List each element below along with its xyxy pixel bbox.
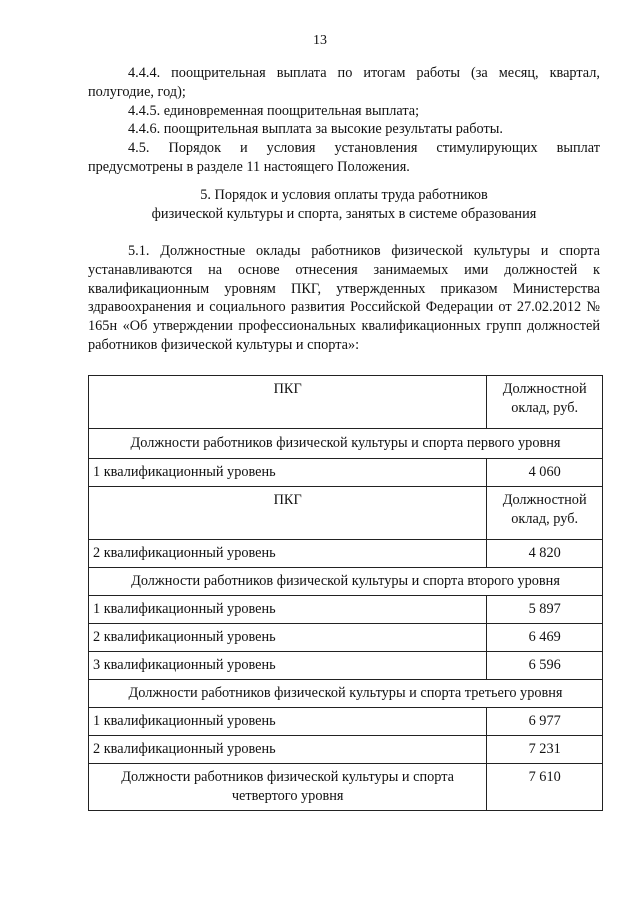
level-name: 1 квалификационный уровень: [89, 459, 487, 487]
level-name: 1 квалификационный уровень: [89, 708, 487, 736]
table-header-row: [89, 376, 603, 429]
paragraph-4-5: 4.5. Порядок и условия установления стимулирующих выплат предусмотрены в разделе 11 настоящего Положения.: [88, 140, 600, 175]
group-title-row: [89, 429, 603, 459]
header-pkg-repeat: ПКГ: [89, 487, 487, 540]
header-pkg: ПКГ: [89, 376, 487, 429]
table-row: [89, 540, 603, 568]
level-name: 2 квалификационный уровень: [89, 540, 487, 568]
level-salary: 6 977: [487, 708, 603, 736]
level-name: 1 квалификационный уровень: [89, 596, 487, 624]
section-heading: [88, 186, 600, 224]
top-paragraphs: [88, 64, 600, 177]
table-row: [89, 652, 603, 680]
level-salary: 4 820: [487, 540, 603, 568]
group-title-row: [89, 568, 603, 596]
level-name: 2 квалификационный уровень: [89, 736, 487, 764]
group3-title: Должности работников физической культуры и спорта третьего уровня: [89, 680, 603, 708]
page-number: 13: [313, 33, 327, 48]
level-name: 2 квалификационный уровень: [89, 624, 487, 652]
table-row: [89, 736, 603, 764]
header-salary: Должностной оклад, руб.: [487, 376, 603, 429]
section-intro: [88, 242, 600, 355]
group2-title: Должности работников физической культуры и спорта второго уровня: [89, 568, 603, 596]
level-salary: 5 897: [487, 596, 603, 624]
level-salary: 6 596: [487, 652, 603, 680]
level-salary: 4 060: [487, 459, 603, 487]
table-row: [89, 708, 603, 736]
level-salary: 7 231: [487, 736, 603, 764]
level-salary: 6 469: [487, 624, 603, 652]
paragraph-4-4-6: 4.4.6. поощрительная выплата за высокие результаты работы.: [128, 121, 503, 138]
section-heading-line2: физической культуры и спорта, занятых в системе образования: [151, 206, 537, 222]
table-row: [89, 459, 603, 487]
table-row: [89, 624, 603, 652]
paragraph-5-1: 5.1. Должностные оклады работников физической культуры и спорта устанавливаются на основе отнесения занимаемых ими должностей к квалификационным уровням ПКГ, утвержденных приказом Министерства здравоохранения и социального развития Российской Федерации от 27.02.2012 № 165н «Об утверждении профессиональных квалификационных групп должностей работников физической культуры и спорта»:: [88, 243, 600, 353]
level-salary: 7 610: [487, 764, 603, 811]
group1-title: Должности работников физической культуры и спорта первого уровня: [89, 429, 603, 459]
table-row: [89, 764, 603, 811]
table-row: [89, 596, 603, 624]
section-heading-line1: 5. Порядок и условия оплаты труда работников: [200, 187, 488, 203]
group4-title: Должности работников физической культуры и спорта четвертого уровня: [89, 764, 487, 811]
paragraph-4-4-4: 4.4.4. поощрительная выплата по итогам работы (за месяц, квартал, полугодие, год);: [88, 65, 600, 100]
level-name: 3 квалификационный уровень: [89, 652, 487, 680]
table-header-repeat-row: [89, 487, 603, 540]
paragraph-4-4-5: 4.4.5. единовременная поощрительная выплата;: [128, 102, 420, 119]
group-title-row: [89, 680, 603, 708]
salary-table: [88, 375, 603, 811]
header-salary-repeat: Должностной оклад, руб.: [487, 487, 603, 540]
